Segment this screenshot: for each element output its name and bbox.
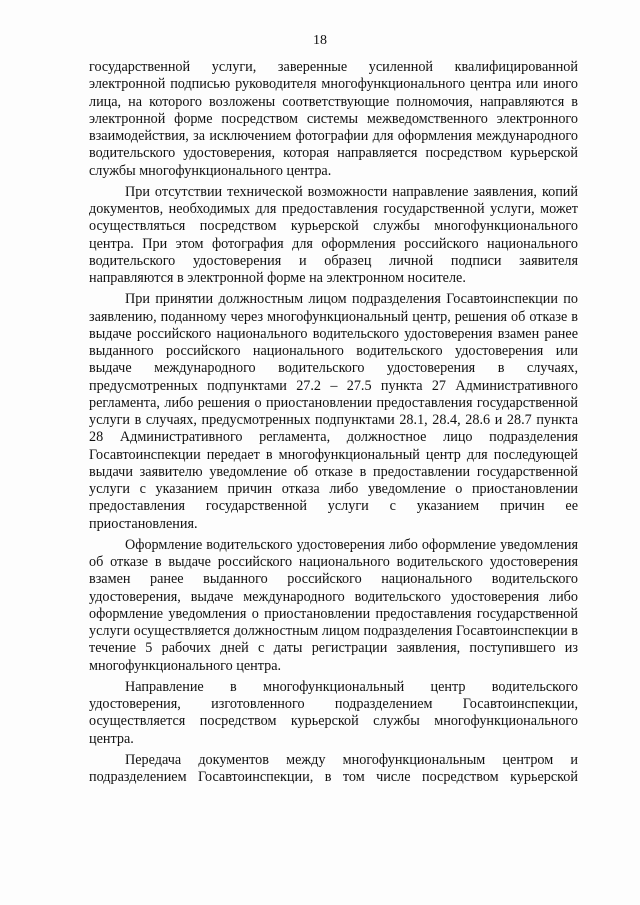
paragraph: При отсутствии технической возможности направление заявления, копий документов, необходимых для предоставления государственной услуги, может осуществляться посредством курьерской службы многофункционального центра. При этом фотография для оформления российского национального водительского удостоверения и образец личной подписи заявителя направляются в электронной форме на электронном носителе. [89, 183, 578, 286]
paragraph: Передача документов между многофункциональным центром и подразделением Госавтоинспекции, в том числе посредством курьерской [89, 751, 578, 785]
page-number: 18 [313, 33, 327, 48]
document-body [89, 59, 578, 786]
paragraph: Оформление водительского удостоверения либо оформление уведомления об отказе в выдаче российского национального водительского удостоверения взамен ранее выданного российского национального водительского удостоверения, выдаче международного водительского удостоверения либо оформление уведомления о приостановлении предоставления государственной услуги осуществляется должностным лицом подразделения Госавтоинспекции в течение 5 рабочих дней с даты регистрации заявления, поступившего из многофункционального центра. [89, 536, 578, 674]
paragraph: Направление в многофункциональный центр водительского удостоверения, изготовленного подразделением Госавтоинспекции, осуществляется посредством курьерской службы многофункционального центра. [89, 678, 578, 747]
paragraph: При принятии должностным лицом подразделения Госавтоинспекции по заявлению, поданному через многофункциональный центр, решения об отказе в выдаче российского национального водительского удостоверения взамен ранее выданного российского национального водительского удостоверения или выдаче международного водительского удостоверения в случаях, предусмотренных подпунктами 27.2 – 27.5 пункта 27 Административного регламента, либо решения о приостановлении предоставления государственной услуги в случаях, предусмотренных подпунктами 28.1, 28.4, 28.6 и 28.7 пункта 28 Административного регламента, должностное лицо подразделения Госавтоинспекции передает в многофункциональный центр для последующей выдачи заявителю уведомление об отказе в предоставлении государственной услуги с указанием причин отказа либо уведомление о приостановлении предоставления государственной услуги с указанием причин ее приостановления. [89, 291, 578, 532]
paragraph: государственной услуги, заверенные усиленной квалифицированной электронной подписью руководителя многофункционального центра или иного лица, на которого возложены соответствующие полномочия, направляются в электронной форме посредством системы межведомственного электронного взаимодействия, за исключением фотографии для оформления международного водительского удостоверения, которая направляется посредством курьерской службы многофункционального центра. [89, 59, 578, 179]
